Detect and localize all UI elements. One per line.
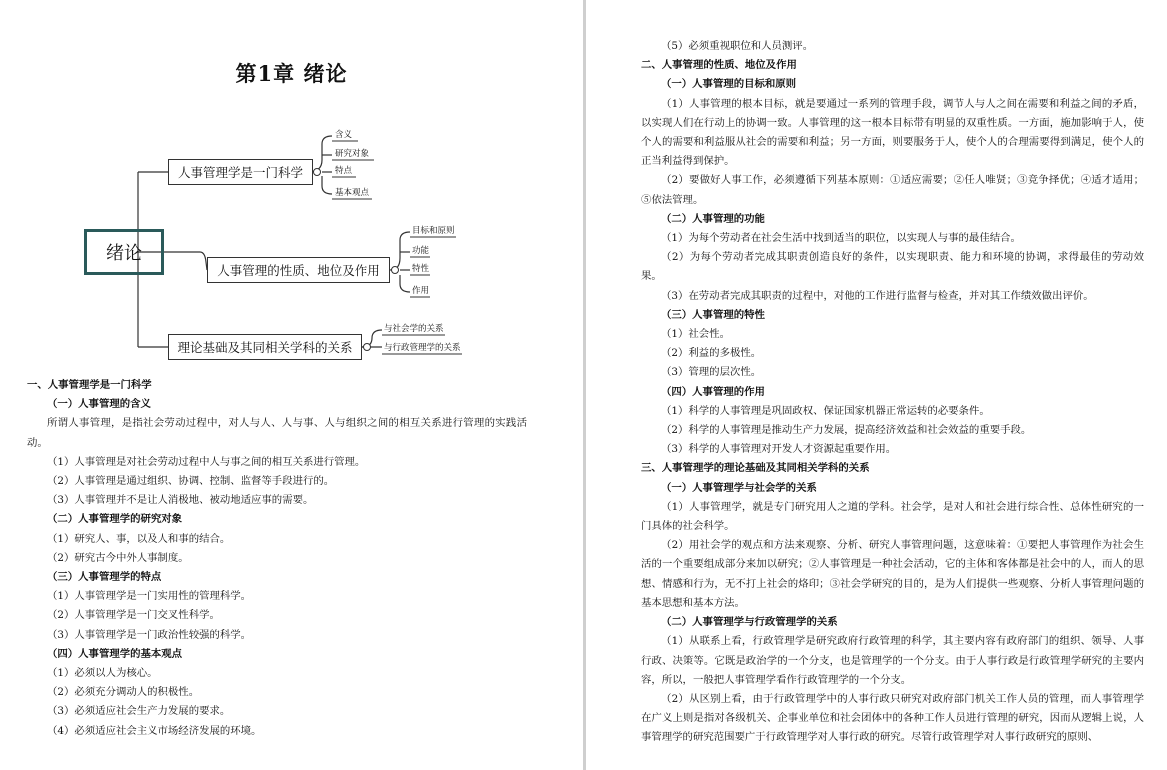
section-heading: 一、人事管理学是一门科学 bbox=[27, 379, 152, 391]
mind-map-leaf: 含义 bbox=[335, 130, 353, 140]
paragraph: （1）为每个劳动者在社会生活中找到适当的职位，以实现人与事的最佳结合。 bbox=[661, 232, 1021, 245]
section-heading: 三、人事管理学的理论基础及其同相关学科的关系 bbox=[641, 462, 870, 475]
mind-map-root: 绪论 bbox=[84, 229, 164, 275]
subsection-heading: （四）人事管理的作用 bbox=[661, 385, 765, 398]
subsection-heading: （二）人事管理学与行政管理学的关系 bbox=[661, 616, 838, 629]
list-item: （2）必须充分调动人的积极性。 bbox=[47, 686, 200, 699]
chapter-title: 第1章 绪论 bbox=[235, 61, 348, 86]
subsection-heading: （三）人事管理学的特点 bbox=[47, 571, 162, 584]
paragraph: （1）从联系上看，行政管理学是研究政府行政管理的科学，其主要内容有政府部门的组织、领导、人事行政、决策等。它既是政治学的一个分支，也是管理学的一个分支。由于人事行政是行政管理学研究的主要内容，所以，一般把人事管理学看作行政管理学的一个分支。 bbox=[641, 635, 1144, 686]
paragraph: （1）人事管理学，就是专门研究用人之道的学科。社会学，是对人和社会进行综合性、总体性研究的一门具体的社会科学。 bbox=[641, 500, 1144, 533]
mind-map-leaf: 作用 bbox=[412, 286, 430, 296]
section-heading: 二、人事管理的性质、地位及作用 bbox=[641, 59, 797, 72]
mind-map bbox=[0, 0, 583, 380]
list-item: （1）社会性。 bbox=[661, 328, 730, 341]
mind-map-leaf: 特性 bbox=[412, 264, 430, 274]
mind-map-connectors bbox=[0, 0, 583, 380]
mind-map-leaf: 功能 bbox=[412, 246, 430, 256]
list-item: （1）人事管理是对社会劳动过程中人与事之间的相互关系进行管理。 bbox=[47, 455, 366, 468]
paragraph: （2）为每个劳动者完成其职责创造良好的条件，以实现职责、能力和环境的协调，求得最佳的劳动效果。 bbox=[641, 251, 1144, 283]
list-item: （2）利益的多极性。 bbox=[661, 347, 762, 360]
mind-map-leaf: 研究对象 bbox=[335, 149, 370, 159]
subsection-heading: （一）人事管理的含义 bbox=[47, 398, 151, 411]
mind-map-branch: 人事管理的性质、地位及作用 bbox=[207, 257, 390, 283]
mind-map-leaf: 特点 bbox=[335, 166, 353, 176]
subsection-heading: （二）人事管理学的研究对象 bbox=[47, 513, 183, 526]
list-item: （2）人事管理学是一门交叉性科学。 bbox=[47, 609, 220, 622]
list-item: （1）研究人、事，以及人和事的结合。 bbox=[47, 532, 231, 545]
list-item: （3）必须适应社会生产力发展的要求。 bbox=[47, 705, 231, 718]
mind-map-leaf: 与社会学的关系 bbox=[384, 324, 444, 334]
mind-map-leaf: 基本观点 bbox=[335, 188, 370, 198]
list-item: （5）必须重视职位和人员测评。 bbox=[661, 40, 814, 52]
paragraph: （2）用社会学的观点和方法来观察、分析、研究人事管理问题，这意味着：①要把人事管理作为社会生活的一个重要组成部分来加以研究；②人事管理是一种社会活动，它的主体和客体都是社会中的人，而人的思想、情感和行为，无不打上社会的烙印；③社会学研究的目的，是为人们提供一些观察、分析人事管理问题的基本思想和基本方法。 bbox=[641, 539, 1144, 609]
list-item: （3）人事管理并不是让人消极地、被动地适应事的需要。 bbox=[47, 494, 314, 507]
list-item: （2）科学的人事管理是推动生产力发展，提高经济效益和社会效益的重要手段。 bbox=[661, 424, 1032, 437]
subsection-heading: （一）人事管理学与社会学的关系 bbox=[661, 481, 817, 494]
list-item: （3）科学的人事管理对开发人才资源起重要作用。 bbox=[661, 443, 897, 456]
paragraph: 所谓人事管理，是指社会劳动过程中，对人与人、人与事、人与组织之间的相互关系进行管理的实践活动。 bbox=[27, 417, 527, 449]
list-item: （1）科学的人事管理是巩固政权、保证国家机器正常运转的必要条件。 bbox=[661, 404, 990, 417]
list-item: （4）必须适应社会主义市场经济发展的环境。 bbox=[47, 724, 262, 737]
subsection-heading: （二）人事管理的功能 bbox=[661, 212, 765, 225]
left-page bbox=[0, 0, 583, 770]
list-item: （1）人事管理学是一门实用性的管理科学。 bbox=[47, 590, 252, 603]
list-item: （2）研究古今中外人事制度。 bbox=[47, 551, 189, 564]
mind-map-branch: 理论基础及其同相关学科的关系 bbox=[168, 334, 362, 360]
left-column-text bbox=[27, 376, 527, 741]
paragraph: （2）从区别上看，由于行政管理学中的人事行政只研究对政府部门机关工作人员的管理，而人事管理学在广义上则是指对各级机关、企事业单位和社会团体中的各种工作人员进行管理的研究，因而从逻辑上说，人事管理学的研究范围要广于行政管理学对人事行政的研究。尽管行政管理学对人事行政研究的原则、 bbox=[641, 692, 1144, 744]
mind-map-leaf: 与行政管理学的关系 bbox=[384, 343, 461, 353]
list-item: （3）人事管理学是一门政治性较强的科学。 bbox=[47, 628, 252, 641]
right-page bbox=[586, 0, 1167, 770]
mind-map-branch: 人事管理学是一门科学 bbox=[168, 159, 313, 185]
subsection-heading: （三）人事管理的特性 bbox=[661, 308, 765, 321]
right-column-text bbox=[641, 37, 1144, 748]
paragraph: （1）人事管理的根本目标，就是要通过一系列的管理手段，调节人与人之间在需要和利益之间的矛盾，以实现人们在行动上的协调一致。人事管理的这一根本目标带有明显的双重性质。一方面，施加影响于人，使个人的需要和利益服从社会的需要和利益；另一方面，则要服务于人，使个人的合理需要得到满足，使个人的正当利益得到保护。 bbox=[641, 97, 1144, 168]
mind-map-leaf: 目标和原则 bbox=[412, 226, 455, 236]
list-item: （2）人事管理是通过组织、协调、控制、监督等手段进行的。 bbox=[47, 475, 335, 488]
paragraph: （2）要做好人事工作，必须遵循下列基本原则：①适应需要；②任人唯贤；③竞争择优；④适才适用；⑤依法管理。 bbox=[641, 174, 1144, 206]
list-item: （3）管理的层次性。 bbox=[661, 366, 762, 379]
subsection-heading: （四）人事管理学的基本观点 bbox=[47, 647, 183, 660]
paragraph: （3）在劳动者完成其职责的过程中，对他的工作进行监督与检查，并对其工作绩效做出评价。 bbox=[661, 289, 1094, 302]
list-item: （1）必须以人为核心。 bbox=[47, 667, 158, 680]
subsection-heading: （一）人事管理的目标和原则 bbox=[661, 78, 797, 91]
